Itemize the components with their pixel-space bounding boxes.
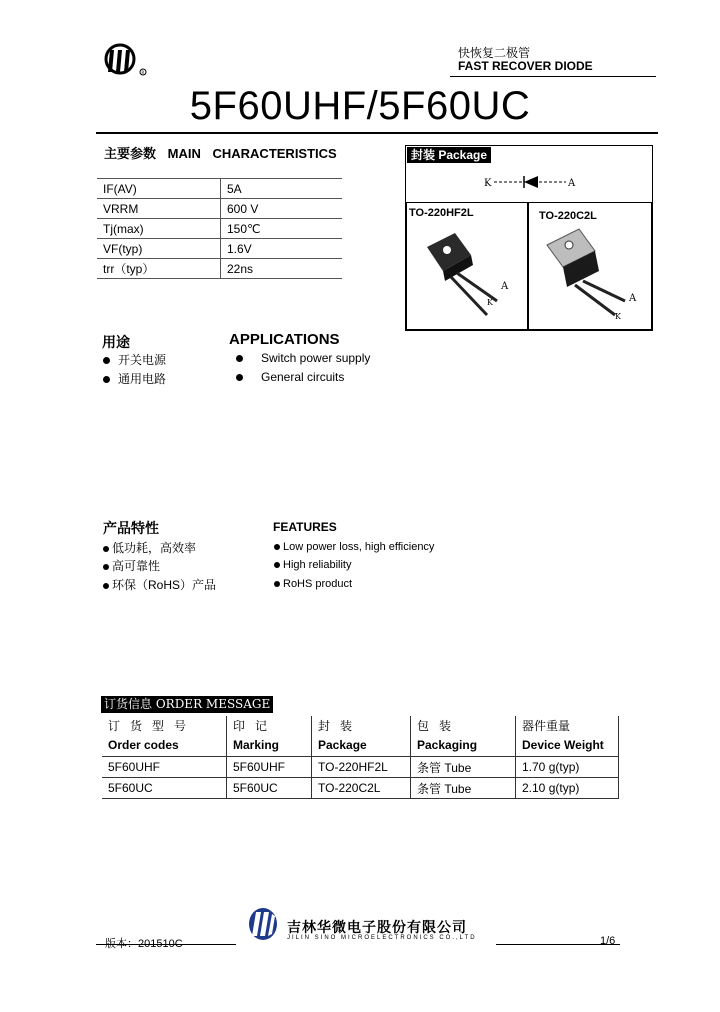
device-weight: 1.70 g(typ) xyxy=(516,757,619,778)
order-heading: 订货信息 ORDER MESSAGE xyxy=(101,696,273,713)
features-heading-en: FEATURES xyxy=(273,520,337,534)
feature-item-cn xyxy=(103,539,196,556)
bullet-icon xyxy=(103,546,109,552)
company-footer-logo xyxy=(247,906,279,942)
company-name-cn: 吉林华微电子股份有限公司 xyxy=(287,919,467,935)
param-value: 1.6V xyxy=(221,239,343,259)
diode-a-label: A xyxy=(568,178,576,189)
item-text: General circuits xyxy=(261,370,345,384)
table-row xyxy=(102,778,619,799)
param-value: 600 V xyxy=(221,199,343,219)
order-header-en-row xyxy=(102,734,619,757)
feature-item-cn xyxy=(103,576,216,593)
item-text: 通用电路 xyxy=(118,372,167,386)
order-header-cn-row xyxy=(102,716,619,734)
bullet-icon xyxy=(274,581,280,587)
package-name-left: TO-220HF2L xyxy=(409,207,474,219)
feature-item-en xyxy=(274,578,352,590)
feature-item-cn xyxy=(103,557,160,574)
item-text: 低功耗，高效率 xyxy=(112,541,197,555)
pin-k-right: K xyxy=(615,312,621,321)
device-weight: 2.10 g(typ) xyxy=(516,778,619,799)
param-value: 150℃ xyxy=(221,219,343,239)
version-label: 版本：201510C xyxy=(105,938,183,950)
param-name: VF(typ) xyxy=(97,239,221,259)
to220hf2l-package-icon xyxy=(417,225,522,327)
package: TO-220C2L xyxy=(312,778,411,799)
item-text: RoHS product xyxy=(283,578,353,590)
table-row xyxy=(97,259,342,279)
applications-heading-cn: 用途 xyxy=(102,334,130,350)
application-item-en xyxy=(236,370,344,384)
diode-k-label: K xyxy=(484,178,492,189)
order-header-en: Package xyxy=(312,734,411,757)
characteristics-table xyxy=(97,178,342,279)
table-row xyxy=(97,219,342,239)
param-name: VRRM xyxy=(97,199,221,219)
bullet-icon xyxy=(103,583,109,589)
features-heading-cn: 产品特性 xyxy=(103,520,159,536)
order-header-cn: 印记 xyxy=(227,716,312,734)
package-right-panel xyxy=(528,202,652,330)
order-code: 5F60UC xyxy=(102,778,227,799)
table-row xyxy=(102,757,619,778)
package: TO-220HF2L xyxy=(312,757,411,778)
item-text: 环保（RoHS）产品 xyxy=(112,578,217,592)
order-code: 5F60UHF xyxy=(102,757,227,778)
title-rule xyxy=(96,132,658,134)
param-value: 22ns xyxy=(221,259,343,279)
order-header-en: Packaging xyxy=(411,734,516,757)
bullet-icon xyxy=(236,355,243,362)
bullet-icon xyxy=(236,374,243,381)
order-header-cn: 订货型号 xyxy=(102,716,227,734)
table-row xyxy=(97,179,342,199)
product-type-cn: 快恢复二极管 xyxy=(458,46,531,60)
application-item-cn xyxy=(103,351,166,368)
svg-text:R: R xyxy=(141,70,145,75)
order-table xyxy=(102,716,619,799)
bullet-icon xyxy=(274,544,280,550)
main-characteristics-heading xyxy=(104,143,345,162)
part-number-title: 5F60UHF/5F60UC xyxy=(189,84,531,128)
table-row xyxy=(97,239,342,259)
heading-en-main: MAIN xyxy=(167,146,201,161)
feature-item-en xyxy=(274,559,351,571)
order-header-cn: 器件重量 xyxy=(516,716,619,734)
param-name: IF(AV) xyxy=(97,179,221,199)
to220c2l-package-icon xyxy=(539,223,649,327)
heading-en-characteristics: CHARACTERISTICS xyxy=(212,146,337,161)
packaging: 条管 Tube xyxy=(411,778,516,799)
order-header-en: Device Weight xyxy=(516,734,619,757)
product-type-en: FAST RECOVER DIODE xyxy=(458,59,593,73)
bullet-icon xyxy=(103,376,110,383)
application-item-cn xyxy=(103,370,166,387)
item-text: High reliability xyxy=(283,559,352,571)
pin-a-left: A xyxy=(501,281,509,292)
order-header-cn: 包装 xyxy=(411,716,516,734)
item-text: 开关电源 xyxy=(118,353,167,367)
diode-symbol-icon xyxy=(480,172,580,192)
param-value: 5A xyxy=(221,179,343,199)
company-name-en: JILIN SINO MICROELECTRONICS CO.,LTD xyxy=(287,935,477,941)
applications-heading-en: APPLICATIONS xyxy=(229,331,340,348)
item-text: 高可靠性 xyxy=(112,559,161,573)
table-row xyxy=(97,199,342,219)
package-left-panel xyxy=(406,202,528,330)
order-header-cn: 封装 xyxy=(312,716,411,734)
heading-cn: 主要参数 xyxy=(104,146,157,161)
item-text: Low power loss, high efficiency xyxy=(283,541,435,553)
pin-a-right: A xyxy=(629,293,637,304)
item-text: Switch power supply xyxy=(261,351,371,365)
page-number: 1/6 xyxy=(600,935,616,947)
param-name: Tj(max) xyxy=(97,219,221,239)
order-header-en: Order codes xyxy=(102,734,227,757)
marking: 5F60UC xyxy=(227,778,312,799)
package-name-right: TO-220C2L xyxy=(539,210,597,222)
bullet-icon xyxy=(103,564,109,570)
order-header-en: Marking xyxy=(227,734,312,757)
application-item-en xyxy=(236,351,370,365)
header-rule xyxy=(450,76,656,77)
bullet-icon xyxy=(274,562,280,568)
packaging: 条管 Tube xyxy=(411,757,516,778)
pin-k-left: K xyxy=(487,298,493,307)
package-heading: 封装 Package xyxy=(407,147,491,163)
bullet-icon xyxy=(103,357,110,364)
marking: 5F60UHF xyxy=(227,757,312,778)
feature-item-en xyxy=(274,541,434,553)
param-name: trr（typ） xyxy=(97,259,221,279)
company-logo xyxy=(100,42,150,78)
